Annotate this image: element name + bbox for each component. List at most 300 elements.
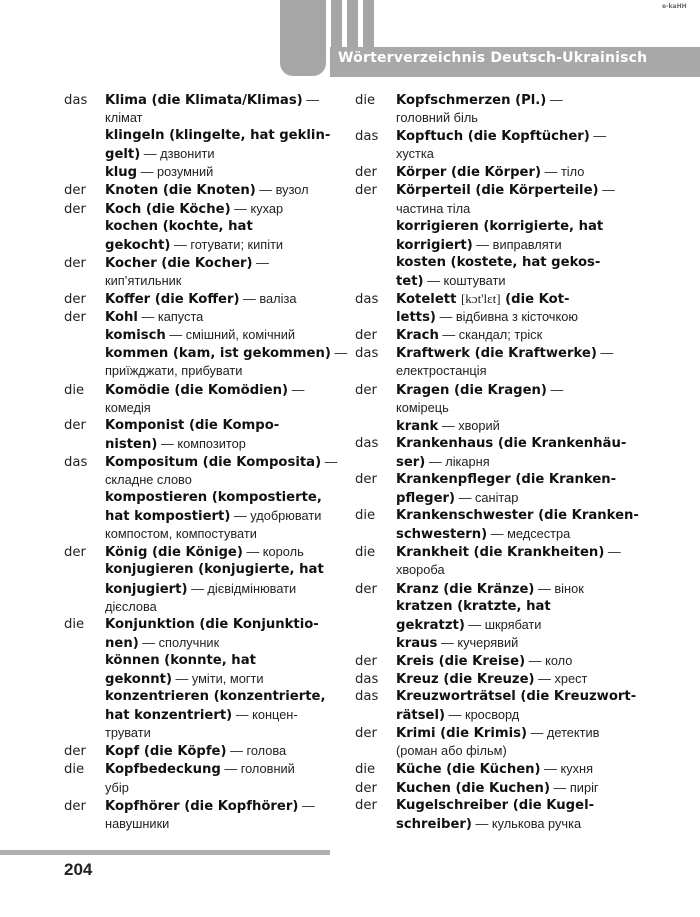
- dictionary-entry: [64, 181, 364, 199]
- headword: komisch: [105, 328, 166, 344]
- translation: — розумний: [137, 164, 214, 180]
- article: der: [64, 292, 86, 308]
- entry-line: [64, 200, 364, 218]
- translation: —: [596, 345, 614, 361]
- translation: —: [546, 381, 564, 397]
- headword: Kopf (die Köpfe): [105, 744, 227, 760]
- dictionary-entry: [64, 417, 364, 453]
- page-header-title: Wörterverzeichnis Deutsch-Ukrainisch: [338, 50, 648, 66]
- headword: kompostieren (kompostierte,: [105, 490, 322, 506]
- dictionary-entry: [64, 561, 364, 615]
- article: der: [355, 471, 377, 487]
- translation: —: [298, 797, 315, 813]
- entry-line: [355, 344, 655, 362]
- transcription: [kɔt'lɛt]: [460, 291, 501, 307]
- dictionary-entry: [64, 688, 364, 742]
- article: die: [64, 616, 85, 632]
- entry-line: [64, 326, 364, 344]
- translation: — кучерявий: [437, 634, 519, 650]
- article: der: [355, 726, 377, 742]
- article: das: [355, 689, 379, 705]
- headword: konzentrieren (konzentrierte,: [105, 689, 326, 705]
- headword: klingeln (klingelte, hat geklin-: [105, 128, 331, 144]
- entry-line: [355, 145, 655, 163]
- dictionary-entry: [355, 471, 655, 507]
- article: der: [355, 581, 377, 597]
- entry-line: [355, 218, 655, 236]
- entry-line: [355, 616, 655, 634]
- translation: — медсестра: [487, 526, 571, 542]
- dictionary-entry: [355, 326, 655, 344]
- header-tab: [280, 0, 326, 76]
- entry-line: [355, 381, 655, 399]
- dictionary-entry: [355, 543, 655, 579]
- entry-line: [355, 580, 655, 598]
- entry-line: [355, 525, 655, 543]
- article: die: [355, 545, 376, 561]
- entry-line: [355, 417, 655, 435]
- headword: pfleger): [396, 491, 456, 507]
- translation: — кухар: [230, 200, 284, 216]
- dictionary-entry: [355, 290, 655, 326]
- article: die: [355, 762, 376, 778]
- translation: (роман або фільм): [396, 743, 507, 759]
- right-column: [355, 91, 655, 833]
- dictionary-entry: [355, 435, 655, 471]
- entry-line: [355, 598, 655, 616]
- headword: Klima (die Klimata/Klimas): [105, 93, 303, 108]
- article: der: [355, 328, 377, 344]
- entry-line: [64, 598, 364, 616]
- translation: —: [598, 182, 615, 198]
- translation: — кросворд: [445, 707, 520, 723]
- headword: letts): [396, 310, 436, 326]
- headword: schreiber): [396, 816, 472, 832]
- entry-line: [64, 525, 364, 543]
- article: der: [64, 798, 86, 814]
- article: der: [355, 797, 377, 813]
- entry-line: [64, 381, 364, 399]
- dictionary-entry: [64, 616, 364, 652]
- entry-line: [64, 290, 364, 308]
- article: die: [355, 508, 376, 524]
- article: der: [355, 183, 377, 199]
- entry-line: [355, 561, 655, 579]
- headword: korrigieren (korrigierte, hat: [396, 218, 604, 234]
- dictionary-entry: [355, 598, 655, 634]
- translation: трувати: [105, 725, 151, 741]
- dictionary-entry: [355, 670, 655, 688]
- translation: — кухня: [540, 761, 594, 777]
- article: der: [64, 183, 86, 199]
- translation: — хворий: [438, 417, 500, 433]
- translation: — удобрювати: [230, 508, 322, 524]
- entry-line: [64, 254, 364, 272]
- headword: Krankheit (die Krankheiten): [396, 545, 605, 561]
- headword: Körperteil (die Körperteile): [396, 183, 599, 199]
- article: der: [355, 165, 377, 181]
- headword: gekratzt): [396, 617, 465, 633]
- translation: дієслова: [105, 598, 157, 614]
- translation: кип’ятильник: [105, 272, 182, 288]
- entry-line: [64, 236, 364, 254]
- entry-line: [355, 471, 655, 489]
- headword: Kuchen (die Kuchen): [396, 780, 550, 796]
- entry-line: [64, 706, 364, 724]
- headword: hat kompostiert): [105, 509, 231, 525]
- entry-line: [355, 254, 655, 272]
- headword: nen): [105, 635, 139, 651]
- entry-line: [355, 362, 655, 380]
- headword: Kreuzworträtsel (die Kreuzwort-: [396, 689, 637, 705]
- translation: комірець: [396, 399, 449, 415]
- entry-line: [64, 634, 364, 652]
- entry-line: [64, 272, 364, 290]
- headword: konjugieren (konjugierte, hat: [105, 562, 324, 578]
- dictionary-entry: [355, 580, 655, 598]
- translation: — капуста: [137, 309, 204, 325]
- entry-line: [355, 652, 655, 670]
- entry-line: [355, 127, 655, 145]
- headword: Kreuz (die Kreuze): [396, 672, 535, 687]
- dictionary-entry: [355, 797, 655, 833]
- headword: krank: [396, 418, 439, 434]
- translation: —: [321, 453, 338, 469]
- footer-bar: [0, 850, 330, 855]
- headword: Krankenschwester (die Kranken-: [396, 508, 639, 524]
- entry-line: [355, 181, 655, 199]
- headword: Konjunktion (die Konjunktio-: [105, 616, 319, 632]
- entry-line: [64, 218, 364, 236]
- dictionary-entry: [355, 91, 655, 127]
- dictionary-entry: [355, 127, 655, 163]
- article: der: [64, 255, 86, 271]
- translation: — детектив: [527, 725, 600, 741]
- entry-line: [355, 272, 655, 290]
- entry-line: [64, 760, 364, 778]
- entry-line: [64, 109, 364, 127]
- translation: — хрест: [534, 671, 588, 686]
- entry-line: [355, 435, 655, 453]
- translation: — лікарня: [425, 453, 490, 469]
- dictionary-entry: [64, 290, 364, 308]
- article: die: [355, 93, 376, 108]
- article: der: [64, 310, 86, 326]
- dictionary-entry: [64, 218, 364, 254]
- entry-line: [355, 742, 655, 760]
- headword: rätsel): [396, 708, 446, 724]
- article: das: [355, 292, 379, 308]
- translation: — пиріг: [549, 779, 599, 795]
- entry-line: [64, 362, 364, 380]
- entry-line: [355, 543, 655, 561]
- translation: — вінок: [534, 580, 584, 596]
- headword: Kranz (die Kränze): [396, 581, 535, 597]
- translation: — готувати; кипіти: [170, 236, 284, 252]
- translation: — тіло: [541, 164, 585, 180]
- entry-line: [64, 580, 364, 598]
- entry-line: [64, 543, 364, 561]
- article: das: [355, 346, 379, 362]
- entry-line: [355, 163, 655, 181]
- entry-line: [355, 779, 655, 797]
- entry-line: [355, 760, 655, 778]
- entry-line: [64, 471, 364, 489]
- headword: gekonnt): [105, 672, 172, 687]
- headword: Kocher (die Kocher): [105, 255, 253, 271]
- headword: korrigiert): [396, 237, 473, 253]
- page-number: 204: [64, 860, 93, 879]
- headword: Krimi (die Krimis): [396, 726, 527, 742]
- translation: хустка: [396, 146, 434, 162]
- translation: — король: [242, 544, 304, 560]
- translation: убір: [105, 779, 129, 795]
- entry-line: [64, 145, 364, 163]
- article: der: [64, 545, 86, 561]
- translation: навушники: [105, 815, 170, 831]
- headword: kommen (kam, ist gekommen): [105, 346, 331, 362]
- headword: können (konnte, hat: [105, 652, 256, 668]
- headword: Koffer (die Koffer): [105, 292, 240, 308]
- entry-line: [64, 181, 364, 199]
- entry-line: [64, 399, 364, 417]
- translation: — коло: [525, 652, 573, 668]
- dictionary-entry: [64, 760, 364, 796]
- entry-line: [355, 109, 655, 127]
- entry-line: [355, 290, 655, 308]
- dictionary-entry: [355, 163, 655, 181]
- translation: — кулькова ручка: [471, 815, 582, 831]
- entry-line: [64, 344, 364, 362]
- headword: Komponist (die Kompo-: [105, 417, 280, 433]
- entry-line: [64, 561, 364, 579]
- headword: Kopfhörer (die Kopfhörer): [105, 798, 299, 814]
- entry-line: [355, 236, 655, 254]
- entry-line: [64, 308, 364, 326]
- entry-line: [355, 489, 655, 507]
- headword: Koch (die Köche): [105, 201, 231, 217]
- dictionary-entry: [64, 127, 364, 163]
- dictionary-entry: [355, 652, 655, 670]
- translation: — концен-: [232, 707, 298, 723]
- translation: — сполучник: [138, 634, 220, 650]
- dictionary-entry: [355, 218, 655, 254]
- translation: компостом, компостувати: [105, 526, 257, 542]
- dictionary-entry: [355, 760, 655, 778]
- entry-line: [64, 489, 364, 507]
- translation: частина тіла: [396, 200, 471, 216]
- translation: — уміти, могти: [171, 671, 264, 686]
- entry-line: [64, 417, 364, 435]
- entry-line: [64, 91, 364, 109]
- entry-line: [64, 815, 364, 833]
- headword: Kreis (die Kreise): [396, 653, 526, 669]
- headword: Kopftuch (die Kopftücher): [396, 129, 590, 145]
- headword: Knoten (die Knoten): [105, 183, 256, 199]
- dictionary-entry: [64, 200, 364, 218]
- article: der: [64, 201, 86, 217]
- headword: konjugiert): [105, 581, 188, 597]
- entry-line: [64, 163, 364, 181]
- headword: nisten): [105, 436, 158, 452]
- dictionary-entry: [64, 489, 364, 543]
- headword: kosten (kostete, hat gekos-: [396, 254, 601, 270]
- dictionary-entry: [64, 326, 364, 344]
- entry-line: [355, 308, 655, 326]
- dictionary-entry: [64, 344, 364, 380]
- entry-line: [64, 507, 364, 525]
- translation: —: [302, 92, 320, 107]
- entry-line: [355, 507, 655, 525]
- translation: — шкрябати: [464, 616, 542, 632]
- entry-line: [64, 616, 364, 634]
- headword: kraus: [396, 635, 438, 651]
- dictionary-entry: [64, 652, 364, 688]
- entry-line: [64, 652, 364, 670]
- entry-line: [64, 779, 364, 797]
- entry-line: [64, 453, 364, 471]
- entry-line: [355, 724, 655, 742]
- dictionary-entry: [355, 381, 655, 417]
- headword: Komödie (die Komödien): [105, 382, 289, 398]
- article: das: [355, 129, 379, 145]
- dictionary-entry: [355, 254, 655, 290]
- translation: електростанція: [396, 363, 487, 379]
- translation: — виправляти: [472, 236, 562, 252]
- headword: Krach: [396, 328, 439, 344]
- entry-line: [64, 724, 364, 742]
- dictionary-entry: [64, 453, 364, 489]
- translation: — дієвідмінювати: [187, 580, 297, 596]
- headword: Kraftwerk (die Kraftwerke): [396, 346, 597, 362]
- entry-line: [355, 399, 655, 417]
- translation: клімат: [105, 110, 143, 126]
- translation: — санітар: [455, 490, 519, 506]
- translation: — голова: [226, 743, 287, 759]
- entry-line: [355, 670, 655, 688]
- headword: Kotelett: [396, 292, 461, 308]
- headword: klug: [105, 165, 138, 181]
- dictionary-entry: [355, 724, 655, 760]
- headword: Kohl: [105, 310, 138, 326]
- entry-line: [355, 797, 655, 815]
- entry-line: [355, 706, 655, 724]
- dictionary-entry: [64, 742, 364, 760]
- headword: Kompositum (die Komposita): [105, 454, 322, 470]
- headword: kratzen (kratzte, hat: [396, 598, 551, 614]
- dictionary-entry: [355, 507, 655, 543]
- headword: Kopfschmerzen (Pl.): [396, 93, 547, 108]
- translation: — головний: [220, 761, 295, 777]
- article: das: [355, 435, 379, 451]
- headword: Küche (die Küchen): [396, 762, 541, 778]
- translation: складне слово: [105, 471, 192, 487]
- dictionary-entry: [355, 181, 655, 217]
- entry-line: [64, 688, 364, 706]
- entry-line: [355, 634, 655, 652]
- headword: König (die Könige): [105, 545, 243, 561]
- headword: schwestern): [396, 527, 488, 543]
- dictionary-entry: [64, 308, 364, 326]
- article: der: [355, 780, 377, 796]
- article: das: [64, 454, 88, 470]
- headword: gekocht): [105, 237, 171, 253]
- translation: —: [252, 254, 269, 270]
- translation: комедія: [105, 399, 151, 415]
- article: der: [355, 653, 377, 669]
- entry-line: [64, 742, 364, 760]
- dictionary-entry: [355, 688, 655, 724]
- entry-line: [355, 688, 655, 706]
- entry-line: [355, 200, 655, 218]
- headword: kochen (kochte, hat: [105, 218, 253, 234]
- translation: — валіза: [239, 291, 297, 307]
- article: die: [64, 382, 85, 398]
- translation: головний біль: [396, 110, 478, 126]
- dictionary-entry: [355, 634, 655, 652]
- dictionary-entry: [355, 417, 655, 435]
- translation: —: [604, 544, 621, 560]
- entry-line: [64, 435, 364, 453]
- article: die: [64, 762, 85, 778]
- translation: хвороба: [396, 562, 445, 578]
- article: das: [355, 672, 379, 687]
- dictionary-entry: [64, 543, 364, 561]
- entry-line: [355, 815, 655, 833]
- translation: —: [589, 128, 607, 144]
- translation: —: [546, 92, 563, 107]
- entry-line: [355, 326, 655, 344]
- entry-line: [64, 127, 364, 145]
- headword: Kopfbedeckung: [105, 762, 221, 778]
- translation: — вузол: [255, 182, 309, 198]
- headword: Krankenpfleger (die Kranken-: [396, 471, 617, 487]
- translation: — скандал; тріск: [438, 327, 543, 343]
- translation: приїжджати, прибувати: [105, 363, 243, 379]
- dictionary-entry: [355, 344, 655, 380]
- entry-line: [64, 670, 364, 688]
- headword-cont: (die Kot-: [500, 292, 570, 308]
- dictionary-entry: [64, 91, 364, 127]
- headword: hat konzentriert): [105, 708, 233, 724]
- publisher-logo: e-kaHH: [662, 3, 687, 10]
- headword: Kragen (die Kragen): [396, 382, 547, 398]
- entry-line: [355, 453, 655, 471]
- translation: — коштувати: [423, 272, 506, 288]
- translation: — відбивна з кісточкою: [435, 309, 578, 325]
- dictionary-entry: [64, 163, 364, 181]
- entry-line: [64, 797, 364, 815]
- translation: —: [330, 345, 348, 361]
- dictionary-entry: [355, 779, 655, 797]
- dictionary-entry: [64, 381, 364, 417]
- article: der: [64, 417, 86, 433]
- headword: tet): [396, 273, 424, 289]
- translation: — композитор: [157, 435, 246, 451]
- article: der: [64, 744, 86, 760]
- entry-line: [355, 91, 655, 109]
- translation: — дзвонити: [140, 146, 215, 162]
- headword: Körper (die Körper): [396, 165, 542, 181]
- article: das: [64, 93, 88, 108]
- headword: gelt): [105, 147, 141, 163]
- dictionary-entry: [64, 797, 364, 833]
- translation: — смішний, комічний: [165, 327, 296, 343]
- article: der: [355, 382, 377, 398]
- dictionary-entry: [64, 254, 364, 290]
- headword: ser): [396, 454, 426, 470]
- headword: Krankenhaus (die Krankenhäu-: [396, 435, 627, 451]
